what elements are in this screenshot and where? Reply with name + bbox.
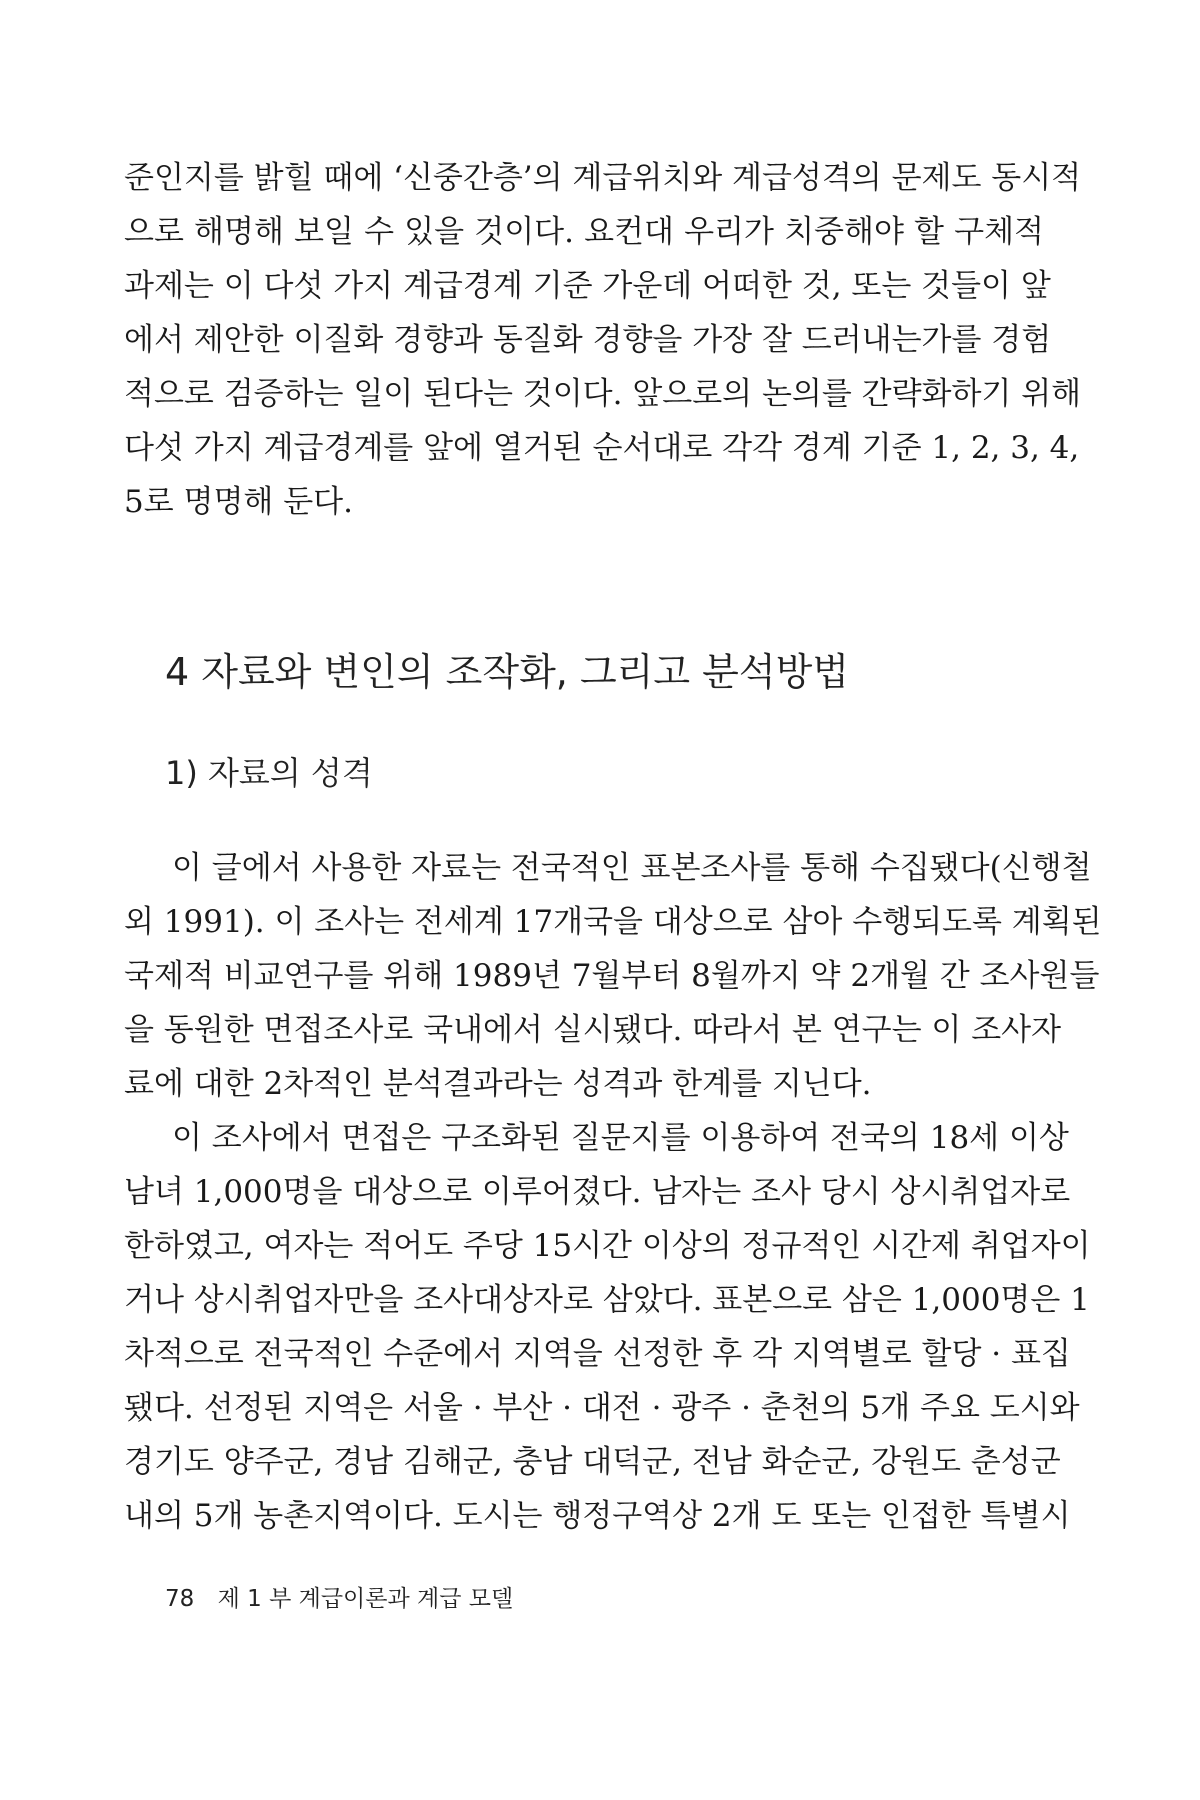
body-text-line: 국제적 비교연구를 위해 1989년 7월부터 8월까지 약 2개월 간 조사원들 (124, 958, 1100, 994)
body-text-line: 적으로 검증하는 일이 된다는 것이다. 앞으로의 논의를 간략화하기 위해 (124, 376, 1082, 412)
body-text-line: 과제는 이 다섯 가지 계급경계 기준 가운데 어떠한 것, 또는 것들이 앞 (124, 268, 1051, 304)
page-number: 78 (165, 1586, 195, 1612)
body-text-line: 경기도 양주군, 경남 김해군, 충남 대덕군, 전남 화순군, 강원도 춘성군 (124, 1444, 1061, 1480)
body-text-line: 내의 5개 농촌지역이다. 도시는 행정구역상 2개 도 또는 인접한 특별시 (124, 1498, 1071, 1534)
body-text-line: 이 글에서 사용한 자료는 전국적인 표본조사를 통해 수집됐다(신행철 (172, 850, 1092, 886)
body-text-line: 을 동원한 면접조사로 국내에서 실시됐다. 따라서 본 연구는 이 조사자 (124, 1012, 1062, 1048)
body-text-line: 외 1991). 이 조사는 전세계 17개국을 대상으로 삼아 수행되도록 계획된 (124, 904, 1102, 940)
body-text-line: 료에 대한 2차적인 분석결과라는 성격과 한계를 지닌다. (124, 1066, 872, 1102)
page-footer (165, 1584, 513, 1614)
subsection-heading: 1) 자료의 성격 (165, 754, 373, 792)
body-text-line: 에서 제안한 이질화 경향과 동질화 경향을 가장 잘 드러내는가를 경험 (124, 322, 1052, 358)
body-text-line: 이 조사에서 면접은 구조화된 질문지를 이용하여 전국의 18세 이상 (172, 1120, 1069, 1156)
body-text-line: 5로 명명해 둔다. (124, 484, 353, 520)
body-text-line: 거나 상시취업자만을 조사대상자로 삼았다. 표본으로 삼은 1,000명은 1 (124, 1282, 1090, 1318)
body-text-line: 남녀 1,000명을 대상으로 이루어졌다. 남자는 조사 당시 상시취업자로 (124, 1174, 1071, 1210)
running-title: 제 1 부 계급이론과 계급 모델 (217, 1586, 514, 1612)
body-text-line: 한하였고, 여자는 적어도 주당 15시간 이상의 정규적인 시간제 취업자이 (124, 1228, 1091, 1264)
body-text-line: 으로 해명해 보일 수 있을 것이다. 요컨대 우리가 치중해야 할 구체적 (124, 214, 1044, 250)
body-text-line: 됐다. 선정된 지역은 서울 · 부산 · 대전 · 광주 · 춘천의 5개 주요 도시와 (124, 1390, 1080, 1426)
body-text-line: 다섯 가지 계급경계를 앞에 열거된 순서대로 각각 경계 기준 1, 2, 3, 4, (124, 430, 1080, 466)
body-text-line: 차적으로 전국적인 수준에서 지역을 선정한 후 각 지역별로 할당 · 표집 (124, 1336, 1071, 1372)
section-heading: 4 자료와 변인의 조작화, 그리고 분석방법 (165, 650, 849, 694)
body-text-line: 준인지를 밝힐 때에 ‘신중간층’의 계급위치와 계급성격의 문제도 동시적 (124, 160, 1082, 196)
